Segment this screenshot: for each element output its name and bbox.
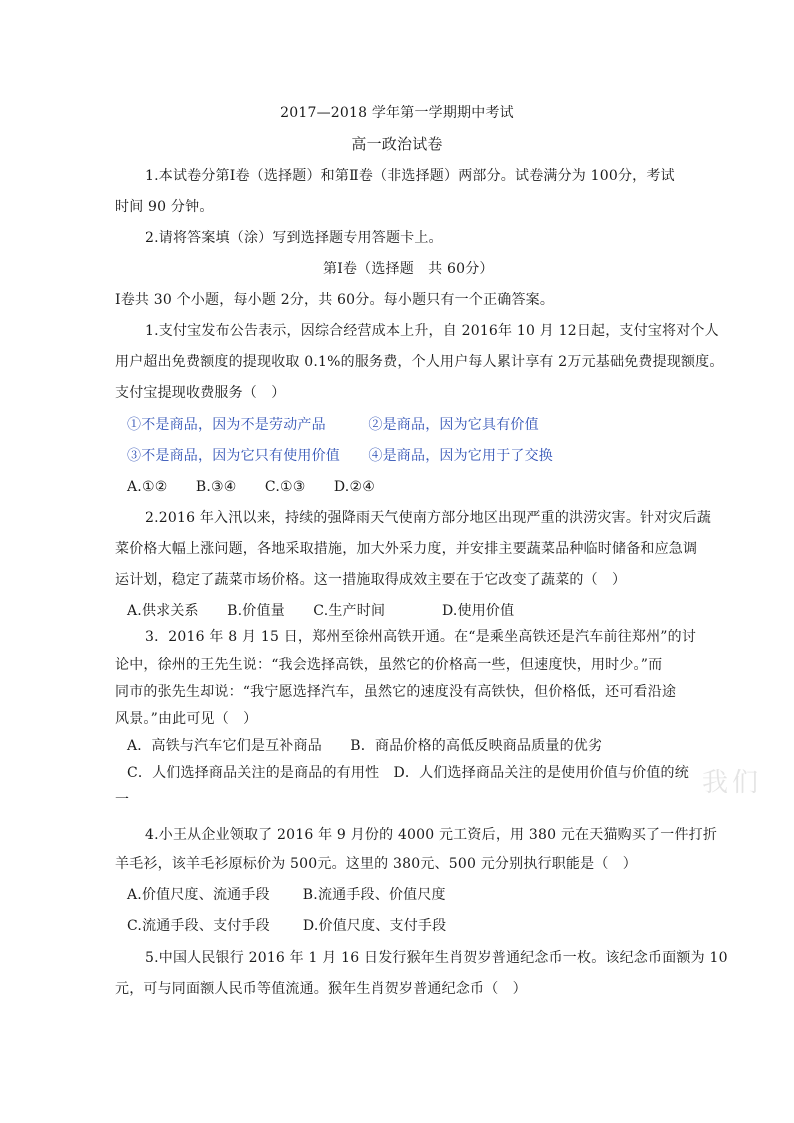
question-1-statement: ③不是商品，因为它只有使用价值 ④是商品，因为它用于了交换 bbox=[127, 448, 553, 464]
question-1-options: A.①② B.③④ C.①③ D.②④ bbox=[127, 479, 375, 495]
question-5-stem: 5.中国人民银行 2016 年 1 月 16 日发行猴年生肖贺岁普通纪念币一枚。该纪念币面额为 10 bbox=[145, 950, 728, 966]
question-4-option: A.价值尺度、流通手段 B.流通手段、价值尺度 bbox=[127, 887, 446, 903]
question-3-stem: 风景。”由此可见（ ） bbox=[115, 711, 258, 727]
instruction-line: 2.请将答案填（涂）写到选择题专用答题卡上。 bbox=[145, 230, 443, 246]
question-3-option: A．高铁与汽车它们是互补商品 B．商品价格的高低反映商品质量的优劣 bbox=[127, 738, 603, 754]
question-3-stem: 3．2016 年 8 月 15 日，郑州至徐州高铁开通。在“是乘坐高铁还是汽车前往郑州”的讨 bbox=[145, 629, 697, 645]
question-1-stem: 支付宝提现收费服务（ ） bbox=[115, 385, 286, 401]
watermark: 我们 bbox=[702, 768, 763, 798]
section-heading: 第Ⅰ卷（选择题 共 60分） bbox=[323, 261, 494, 277]
exam-title: 2017—2018 学年第一学期期中考试 bbox=[280, 105, 514, 121]
exam-subtitle: 高一政治试卷 bbox=[351, 135, 443, 153]
question-4-stem: 4.小王从企业领取了 2016 年 9 月份的 4000 元工资后，用 380 元在天猫购买了一件打折 bbox=[145, 827, 718, 843]
question-2-stem: 运计划，稳定了蔬菜市场价格。这一措施取得成效主要在于它改变了蔬菜的（ ） bbox=[115, 572, 627, 588]
question-3-option: C．人们选择商品关注的是商品的有用性 D．人们选择商品关注的是使用价值与价值的统 bbox=[127, 765, 689, 781]
question-5-stem: 元，可与同面额人民币等值流通。猴年生肖贺岁普通纪念币（ ） bbox=[115, 981, 527, 997]
question-4-stem: 羊毛衫，该羊毛衫原标价为 500元。这里的 380元、500 元分别执行职能是（ ） bbox=[115, 856, 637, 872]
question-3-stem: 同市的张先生却说：“我宁愿选择汽车，虽然它的速度没有高铁快，但价格低，还可看沿途 bbox=[115, 684, 677, 700]
question-1-stem: 1.支付宝发布公告表示，因综合经营成本上升，自 2016年 10 月 12日起，支付宝将对个人 bbox=[145, 323, 719, 339]
section-intro: Ⅰ卷共 30 个小题，每小题 2分，共 60分。每小题只有一个正确答案。 bbox=[115, 292, 555, 308]
instruction-line: 时间 90 分钟。 bbox=[115, 199, 214, 215]
question-3-stem: 论中，徐州的王先生说：“我会选择高铁，虽然它的价格高一些，但速度快，用时少。”而 bbox=[115, 657, 663, 673]
question-2-stem: 2.2016 年入汛以来，持续的强降雨天气使南方部分地区出现严重的洪涝灾害。针对灾后蔬 bbox=[145, 510, 712, 526]
instruction-line: 1.本试卷分第Ⅰ卷（选择题）和第Ⅱ卷（非选择题）两部分。试卷满分为 100分，考试 bbox=[145, 168, 675, 184]
question-3-option: 一 bbox=[115, 792, 130, 808]
question-2-options: A.供求关系 B.价值量 C.生产时间 D.使用价值 bbox=[127, 603, 515, 619]
question-1-stem: 用户超出免费额度的提现收取 0.1%的服务费，个人用户每人累计享有 2万元基础免费提现额度。 bbox=[115, 354, 724, 370]
question-1-statement: ①不是商品，因为不是劳动产品 ②是商品，因为它具有价值 bbox=[127, 417, 539, 433]
question-2-stem: 菜价格大幅上涨问题，各地采取措施，加大外采力度，并安排主要蔬菜品种临时储备和应急调 bbox=[115, 541, 698, 557]
question-4-option: C.流通手段、支付手段 D.价值尺度、支付手段 bbox=[127, 918, 447, 934]
